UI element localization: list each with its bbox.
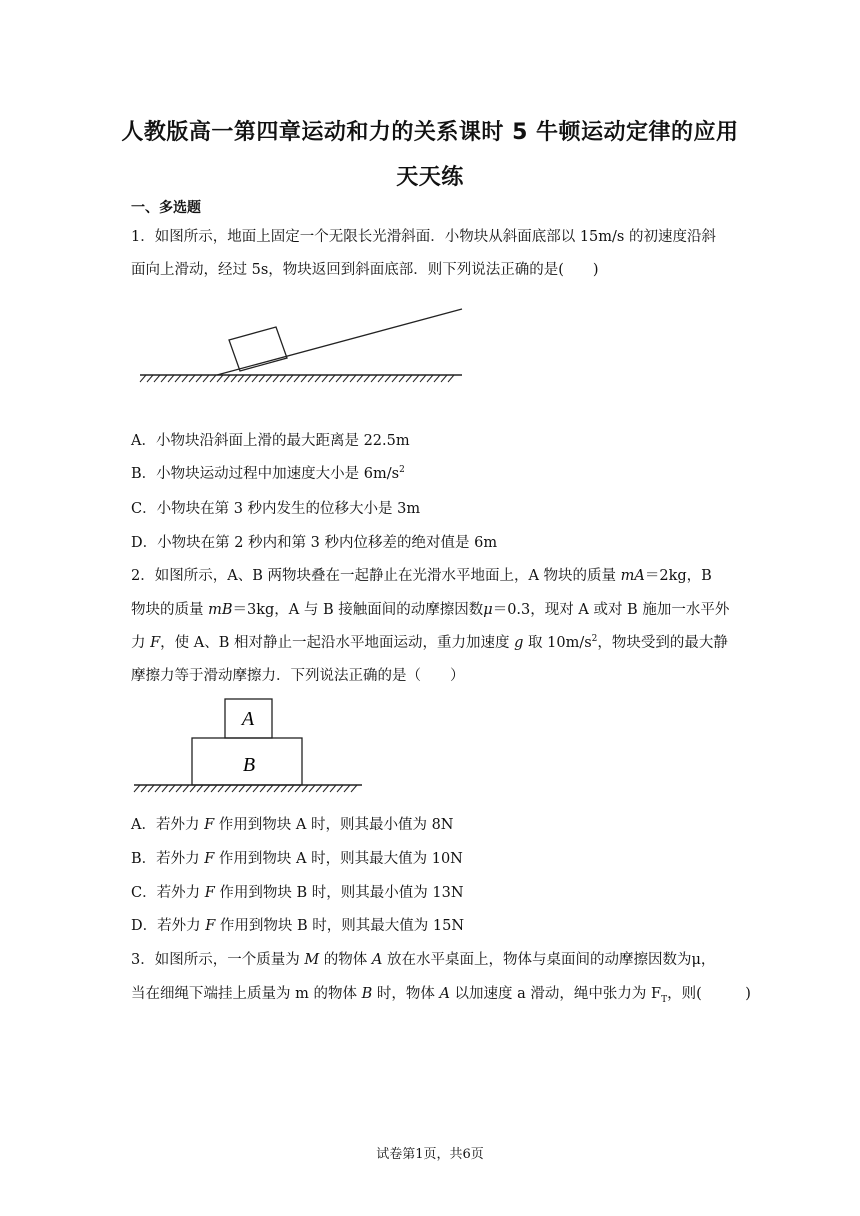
question-1-option-a: A．小物块沿斜面上滑的最大距离是 22.5m xyxy=(131,433,410,449)
ground-hatch xyxy=(253,785,259,792)
ground-hatch xyxy=(176,785,182,792)
question-2-option-a: A．若外力 F 作用到物块 A 时，则其最小值为 8N xyxy=(131,817,454,833)
ground-hatch xyxy=(344,785,350,792)
question-2-text-2: 物块的质量 mB＝3kg，A 与 B 接触面间的动摩擦因数μ＝0.3，现对 A 或对 B 施加一水平外 xyxy=(131,602,730,618)
ground-hatch xyxy=(210,375,216,382)
ground-hatch xyxy=(196,375,202,382)
ground-hatch xyxy=(337,785,343,792)
ground-hatch xyxy=(246,785,252,792)
question-2-option-b: B．若外力 F 作用到物块 A 时，则其最大值为 10N xyxy=(131,851,463,867)
ground-hatch xyxy=(161,375,167,382)
ground-hatch xyxy=(175,375,181,382)
stacked-blocks-diagram xyxy=(130,695,370,795)
ground-hatch xyxy=(148,785,154,792)
ground-hatch xyxy=(183,785,189,792)
ground-hatch xyxy=(413,375,419,382)
ground-hatch xyxy=(434,375,440,382)
block-b-label: B xyxy=(242,754,256,776)
ground-hatch xyxy=(197,785,203,792)
ground-hatch xyxy=(336,375,342,382)
ground-hatch xyxy=(154,375,160,382)
ground-hatch xyxy=(302,785,308,792)
ground-hatch xyxy=(232,785,238,792)
ground-hatch xyxy=(343,375,349,382)
document-title-line2: 天天练 xyxy=(396,165,464,190)
ground-hatch xyxy=(406,375,412,382)
ground-hatch xyxy=(204,785,210,792)
ground-hatch xyxy=(357,375,363,382)
ground-hatch xyxy=(308,375,314,382)
page-footer: 试卷第1页，共6页 xyxy=(376,1147,484,1162)
question-1-option-b: B．小物块运动过程中加速度大小是 $6m/s^2$ xyxy=(131,465,405,482)
ground-hatch xyxy=(203,375,209,382)
ground-hatch xyxy=(260,785,266,792)
ground-hatch xyxy=(140,375,146,382)
ground-hatch xyxy=(316,785,322,792)
ground-hatch xyxy=(162,785,168,792)
ground-hatch xyxy=(329,375,335,382)
ground-hatch xyxy=(323,785,329,792)
ground-hatch xyxy=(273,375,279,382)
ground-hatch xyxy=(190,785,196,792)
ground-hatch xyxy=(238,375,244,382)
section-heading: 一、多选题 xyxy=(131,200,201,216)
ground-hatch xyxy=(245,375,251,382)
incline-diagram xyxy=(135,300,470,390)
question-2-option-d: D．若外力 F 作用到物块 B 时，则其最大值为 15N xyxy=(131,918,465,934)
ground-hatch xyxy=(441,375,447,382)
ground-hatch xyxy=(371,375,377,382)
question-3-text: 3．如图所示，一个质量为 M 的物体 A 放在水平桌面上，物体与桌面间的动摩擦因数为μ， xyxy=(131,952,716,968)
ground-hatch xyxy=(351,785,357,792)
ground-hatch xyxy=(267,785,273,792)
question-1-option-d: D．小物块在第 2 秒内和第 3 秒内位移差的绝对值是 6m xyxy=(131,535,498,551)
ground-hatch xyxy=(301,375,307,382)
ground-hatch xyxy=(168,375,174,382)
ground-hatch xyxy=(287,375,293,382)
ground-hatch xyxy=(134,785,140,792)
ground-hatch xyxy=(350,375,356,382)
question-2-text: 2．如图所示，A、B 两物块叠在一起静止在光滑水平地面上，A 物块的质量 mA＝2kg，B xyxy=(131,568,712,584)
ground-hatch xyxy=(392,375,398,382)
ground-hatch xyxy=(315,375,321,382)
question-1-text-cont: 面向上滑动，经过 5s，物块返回到斜面底部．则下列说法正确的是( ) xyxy=(131,262,599,278)
ground-hatch xyxy=(225,785,231,792)
ground-hatch xyxy=(274,785,280,792)
ground-hatch xyxy=(427,375,433,382)
ground-hatch xyxy=(322,375,328,382)
ground-hatch xyxy=(218,785,224,792)
ground-hatch xyxy=(155,785,161,792)
ground-hatch xyxy=(280,375,286,382)
document-title: 人教版高一第四章运动和力的关系课时 5 牛顿运动定律的应用 xyxy=(121,120,739,145)
ground-hatch xyxy=(385,375,391,382)
ground-hatch xyxy=(217,375,223,382)
ground-hatch xyxy=(169,785,175,792)
question-1-option-c: C．小物块在第 3 秒内发生的位移大小是 3m xyxy=(131,501,421,517)
ground-hatch xyxy=(330,785,336,792)
ground-hatch xyxy=(288,785,294,792)
ground-hatch xyxy=(281,785,287,792)
ground-hatch xyxy=(378,375,384,382)
question-2-text-4: 摩擦力等于滑动摩擦力．下列说法正确的是（ ） xyxy=(131,668,465,684)
ground-hatch xyxy=(224,375,230,382)
ground-hatch xyxy=(239,785,245,792)
ground-hatch xyxy=(141,785,147,792)
question-2-text-3: 力 F，使 A、B 相对静止一起沿水平地面运动，重力加速度 g 取 $10m/s^2$，物块受到的最大静 xyxy=(131,634,728,651)
ground-hatch xyxy=(231,375,237,382)
ground-hatch xyxy=(448,375,454,382)
ground-hatch xyxy=(259,375,265,382)
question-2-option-c: C．若外力 F 作用到物块 B 时，则其最小值为 13N xyxy=(131,885,464,901)
ground-hatch xyxy=(182,375,188,382)
question-3-text-2: 当在细绳下端挂上质量为 m 的物体 B 时，物体 A 以加速度 a 滑动，绳中张力为 $F_T$，则( ) xyxy=(131,986,751,1005)
ground-hatch xyxy=(266,375,272,382)
ground-hatch xyxy=(364,375,370,382)
ground-hatch xyxy=(252,375,258,382)
block-a-label: A xyxy=(241,708,255,730)
ground-hatch xyxy=(189,375,195,382)
question-1-text: 1．如图所示，地面上固定一个无限长光滑斜面．小物块从斜面底部以 15m/s 的初速度沿斜 xyxy=(131,229,716,245)
ground-hatch xyxy=(211,785,217,792)
ground-hatch xyxy=(420,375,426,382)
ground-hatch xyxy=(295,785,301,792)
ground-hatch xyxy=(294,375,300,382)
ground-hatch xyxy=(309,785,315,792)
ground-hatch xyxy=(399,375,405,382)
ground-hatch xyxy=(147,375,153,382)
